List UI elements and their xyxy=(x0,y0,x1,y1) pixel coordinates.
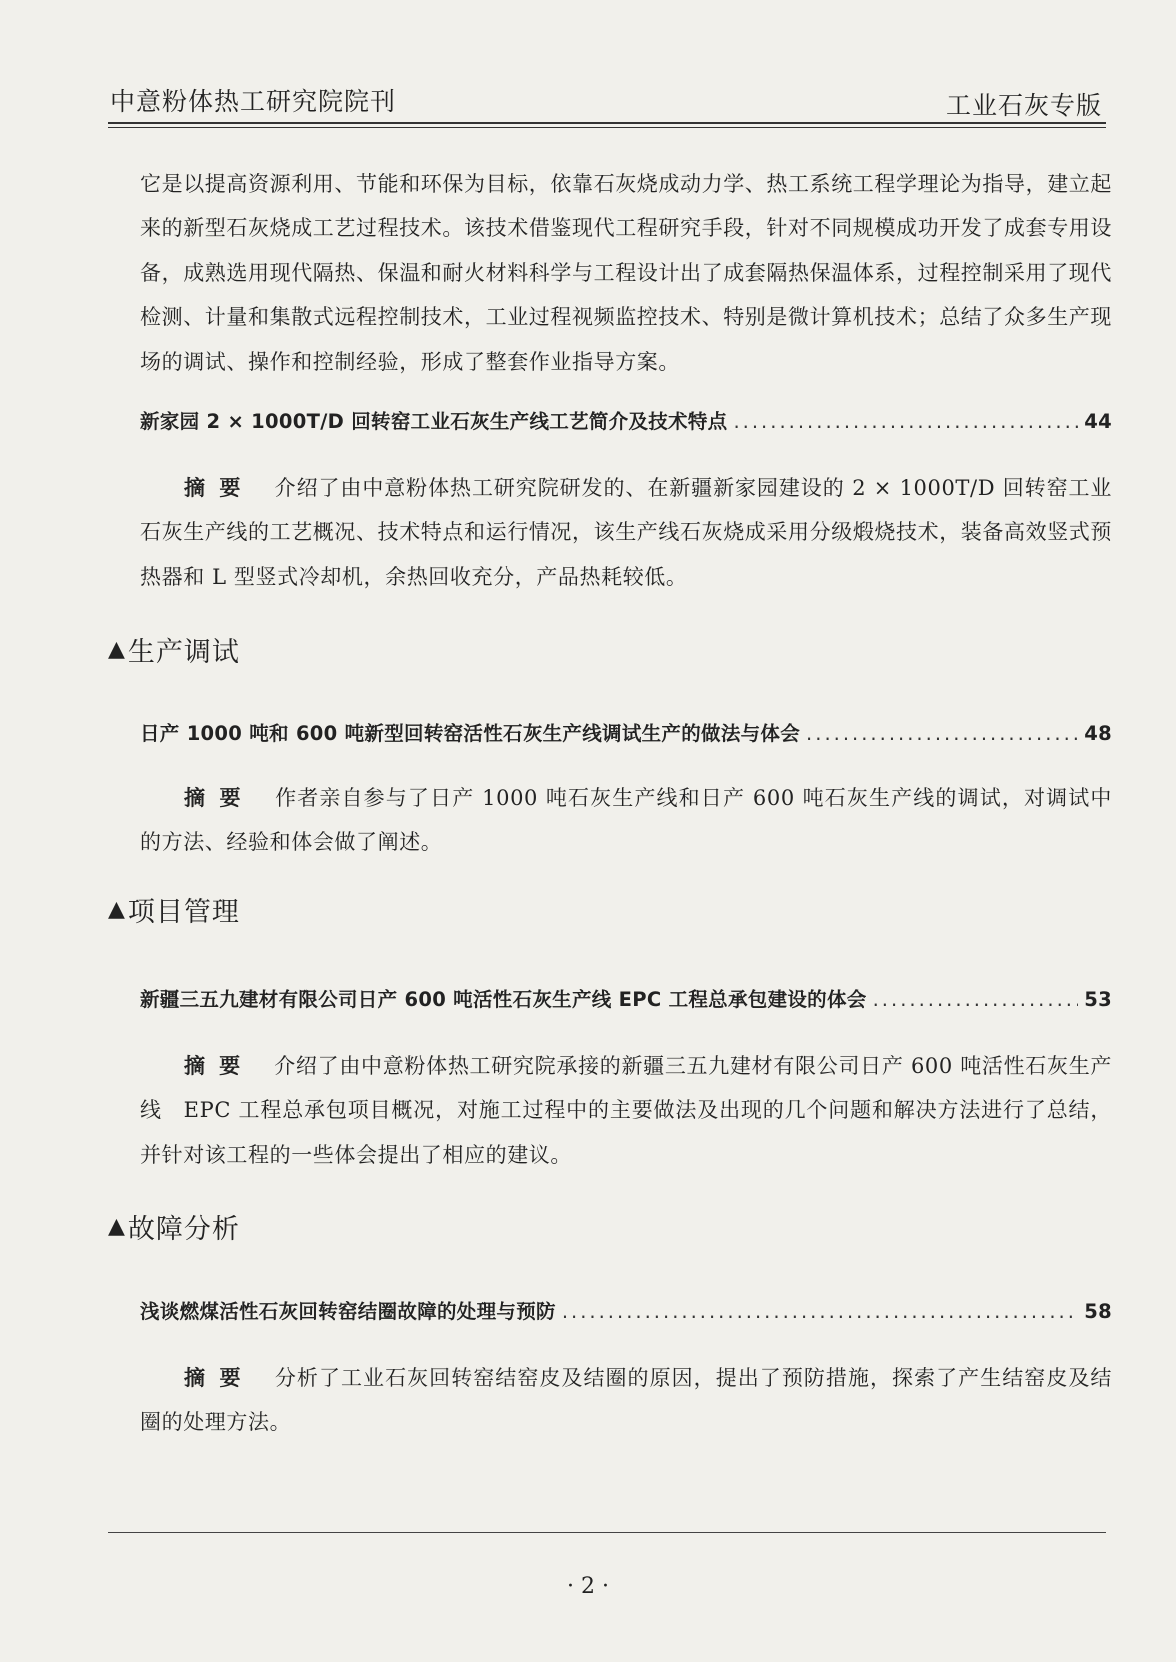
triangle-marker-icon: ▲ xyxy=(108,637,126,662)
leader-dots xyxy=(733,410,1078,433)
abstract-text: 作者亲自参与了日产 1000 吨石灰生产线和日产 600 吨石灰生产线的调试，对调试中的方法、经验和体会做了阐述。 xyxy=(140,786,1113,855)
toc-entry-title: 新家园 2 × 1000T/D 回转窑工业石灰生产线工艺简介及技术特点 xyxy=(140,410,728,433)
leader-dots xyxy=(806,722,1078,745)
page-number: · 2 · xyxy=(567,1574,609,1599)
special-issue-label: 工业石灰专版 xyxy=(945,91,1102,120)
abstract-label: 摘要 xyxy=(184,1366,255,1390)
abstract-paragraph xyxy=(140,1044,1112,1177)
abstract-label: 摘要 xyxy=(184,1054,255,1078)
triangle-marker-icon: ▲ xyxy=(108,1214,126,1239)
section-heading-fault-analysis xyxy=(108,1207,240,1246)
abstract-paragraph xyxy=(140,1356,1112,1445)
toc-entry[interactable] xyxy=(140,984,1112,1018)
header-rule-thin xyxy=(108,127,1106,128)
triangle-marker-icon: ▲ xyxy=(108,897,126,922)
toc-entry-title: 日产 1000 吨和 600 吨新型回转窑活性石灰生产线调试生产的做法与体会 xyxy=(140,722,801,745)
toc-entry-title: 浅谈燃煤活性石灰回转窑结圈故障的处理与预防 xyxy=(140,1300,556,1323)
intro-paragraph: 它是以提高资源利用、节能和环保为目标，依靠石灰烧成动力学、热工系统工程学理论为指导，建立起来的新型石灰烧成工艺过程技术。该技术借鉴现代工程研究手段，针对不同规模成功开发了成套专用设备，成熟选用现代隔热、保温和耐火材料科学与工程设计出了成套隔热保温体系，过程控制采用了现代检测、计量和集散式远程控制技术，工业过程视频监控技术、特别是微计算机技术；总结了众多生产现场的调试、操作和控制经验，形成了整套作业指导方案。 xyxy=(140,172,1112,374)
toc-entry-title: 新疆三五九建材有限公司日产 600 吨活性石灰生产线 EPC 工程总承包建设的体会 xyxy=(140,988,867,1011)
abstract-text: 介绍了由中意粉体热工研究院研发的、在新疆新家园建设的 2 × 1000T/D 回转窑工业石灰生产线的工艺概况、技术特点和运行情况，该生产线石灰烧成采用分级煅烧技术，装备高效竖式预热器和 L 型竖式冷却机，余热回收充分，产品热耗较低。 xyxy=(140,476,1113,589)
toc-entry[interactable] xyxy=(140,718,1112,752)
section-heading-project-management xyxy=(108,890,240,929)
leader-dots xyxy=(873,988,1079,1011)
toc-entry-page: 58 xyxy=(1084,1300,1112,1323)
toc-entry-page: 48 xyxy=(1084,722,1112,745)
toc-entry[interactable] xyxy=(140,1296,1112,1330)
header-rule xyxy=(108,122,1106,124)
abstract-label: 摘要 xyxy=(184,476,255,500)
abstract-text: 介绍了由中意粉体热工研究院承接的新疆三五九建材有限公司日产 600 吨活性石灰生产线 EPC 工程总承包项目概况，对施工过程中的主要做法及出现的几个问题和解决方法进行了总结，并针对该工程的一些体会提出了相应的建议。 xyxy=(140,1054,1113,1167)
abstract-label: 摘要 xyxy=(184,786,256,810)
footer-rule xyxy=(108,1532,1106,1533)
section-heading-text: 故障分析 xyxy=(127,1214,240,1245)
toc-entry-page: 44 xyxy=(1084,410,1112,433)
abstract-paragraph xyxy=(140,466,1112,599)
toc-entry-page: 53 xyxy=(1084,988,1112,1011)
toc-entry[interactable] xyxy=(140,406,1112,440)
journal-title: 中意粉体热工研究院院刊 xyxy=(110,87,397,116)
section-heading-text: 生产调试 xyxy=(127,637,240,668)
section-heading-commissioning xyxy=(108,630,240,669)
abstract-text: 分析了工业石灰回转窑结窑皮及结圈的原因，提出了预防措施，探索了产生结窑皮及结圈的处理方法。 xyxy=(140,1366,1113,1435)
section-heading-text: 项目管理 xyxy=(127,897,240,928)
leader-dots xyxy=(562,1300,1078,1323)
abstract-paragraph xyxy=(140,776,1112,865)
